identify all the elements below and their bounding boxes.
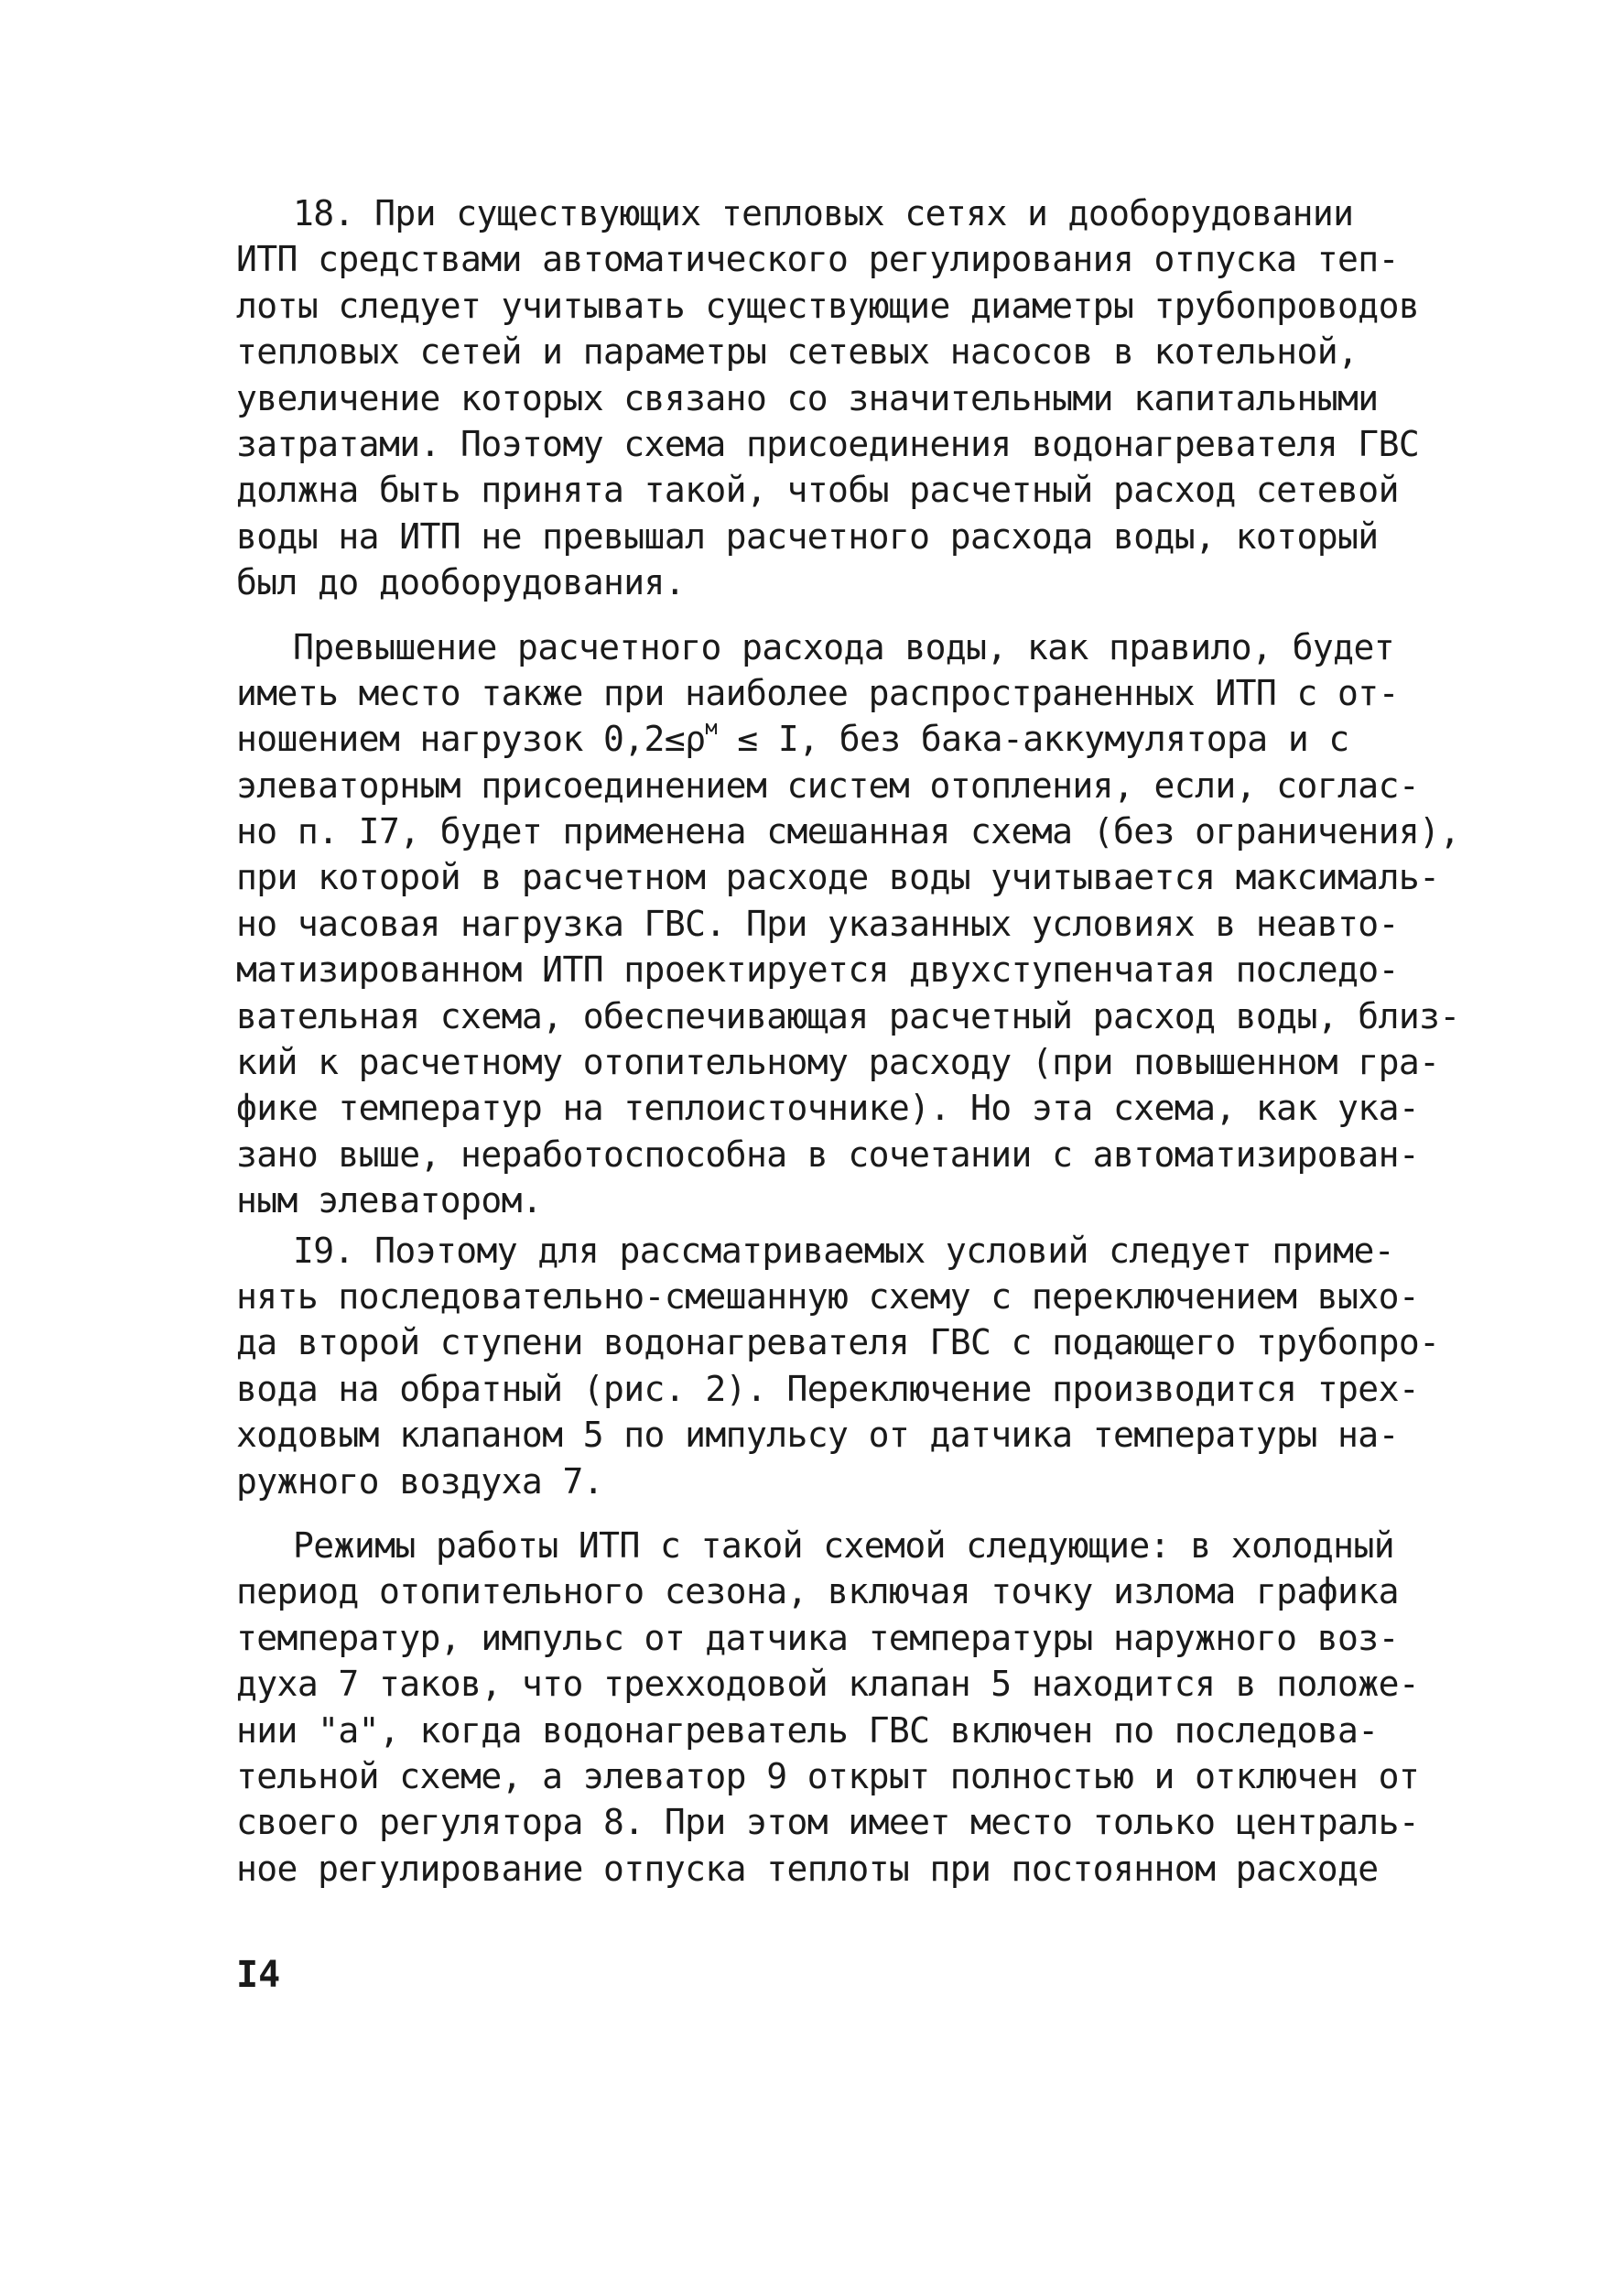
text-line: духа 7 таков, что трехходовой клапан 5 находится в положе- [236, 1664, 1420, 1705]
formula-text: ношением нагрузок $0,2\le\rho^м \le I$, без бака-аккумулятора и с [236, 717, 1349, 760]
text-line: увеличение которых связано со значительными капитальными [236, 377, 1379, 418]
text-line: был до дооборудования. [236, 562, 686, 603]
paragraph-operating-modes [236, 1523, 1426, 1892]
text-line: I9. Поэтому для рассматриваемых условий следует приме- [293, 1230, 1395, 1271]
text-line: своего регулятора 8. При этом имеет место только централь- [236, 1802, 1420, 1843]
text-line: тельной схеме, а элеватор 9 открыт полностью и отключен от [236, 1755, 1420, 1796]
text-line: ным элеватором. [236, 1180, 543, 1221]
page-number: I4 [236, 1954, 281, 1996]
text-line: нии "а", когда водонагреватель ГВС включен по последова- [236, 1709, 1379, 1751]
paragraph-18 [236, 190, 1426, 606]
text-line: зано выше, неработоспособна в сочетании с автоматизирован- [236, 1134, 1420, 1175]
text-line: фике температур на теплоисточнике). Но эта схема, как ука- [236, 1088, 1420, 1129]
paragraph-excess-flow [236, 624, 1460, 1224]
text-line: должна быть принята такой, чтобы расчетный расход сетевой [236, 470, 1399, 511]
text-line: нять последовательно-смешанную схему с переключением выхо- [236, 1275, 1420, 1317]
text-line: ходовым клапаном 5 по импульсу от датчика температуры на- [236, 1415, 1399, 1456]
text-line: кий к расчетному отопительному расходу (при повышенном гра- [236, 1042, 1440, 1083]
text-line: матизированном ИТП проектируется двухступенчатая последо- [236, 949, 1399, 991]
text-line: затратами. Поэтому схема присоединения водонагревателя ГВС [236, 423, 1420, 464]
text-line: температур, импульс от датчика температуры наружного воз- [236, 1617, 1399, 1658]
text-line: воды на ИТП не превышал расчетного расхода воды, который [236, 515, 1379, 557]
text-line: при которой в расчетном расходе воды учитывается максималь- [236, 857, 1440, 898]
text-line: элеваторным присоединением систем отопления, если, соглас- [236, 765, 1420, 806]
text-line: да второй ступени водонагревателя ГВС с подающего трубопро- [236, 1322, 1440, 1363]
paragraph-19 [236, 1228, 1440, 1504]
text-line: но п. I7, будет применена смешанная схема (без ограничения), [236, 811, 1460, 852]
body-text [236, 190, 1460, 1892]
text-line: ИТП средствами автоматического регулирования отпуска теп- [236, 239, 1399, 280]
text-line: лоты следует учитывать существующие диаметры трубопроводов [236, 285, 1420, 326]
text-line: 18. При существующих тепловых сетях и дооборудовании [293, 193, 1354, 233]
text-line: Превышение расчетного расхода воды, как правило, будет [293, 626, 1395, 667]
text-line-with-formula [236, 716, 1426, 762]
text-line: но часовая нагрузка ГВС. При указанных условиях в неавто- [236, 903, 1399, 944]
text-line: иметь место также при наиболее распространенных ИТП с от- [236, 672, 1399, 713]
text-line: ное регулирование отпуска теплоты при постоянном расходе [236, 1848, 1379, 1889]
text-line: тепловых сетей и параметры сетевых насосов в котельной, [236, 331, 1359, 373]
text-line: вода на обратный (рис. 2). Переключение производится трех- [236, 1368, 1420, 1409]
text-line: Режимы работы ИТП с такой схемой следующие: в холодный [293, 1524, 1395, 1566]
superscript-m: м [705, 717, 718, 741]
text-line: вательная схема, обеспечивающая расчетный расход воды, близ- [236, 995, 1460, 1036]
text-line: ружного воздуха 7. [236, 1460, 604, 1502]
text-line: период отопительного сезона, включая точку излома графика [236, 1571, 1399, 1612]
